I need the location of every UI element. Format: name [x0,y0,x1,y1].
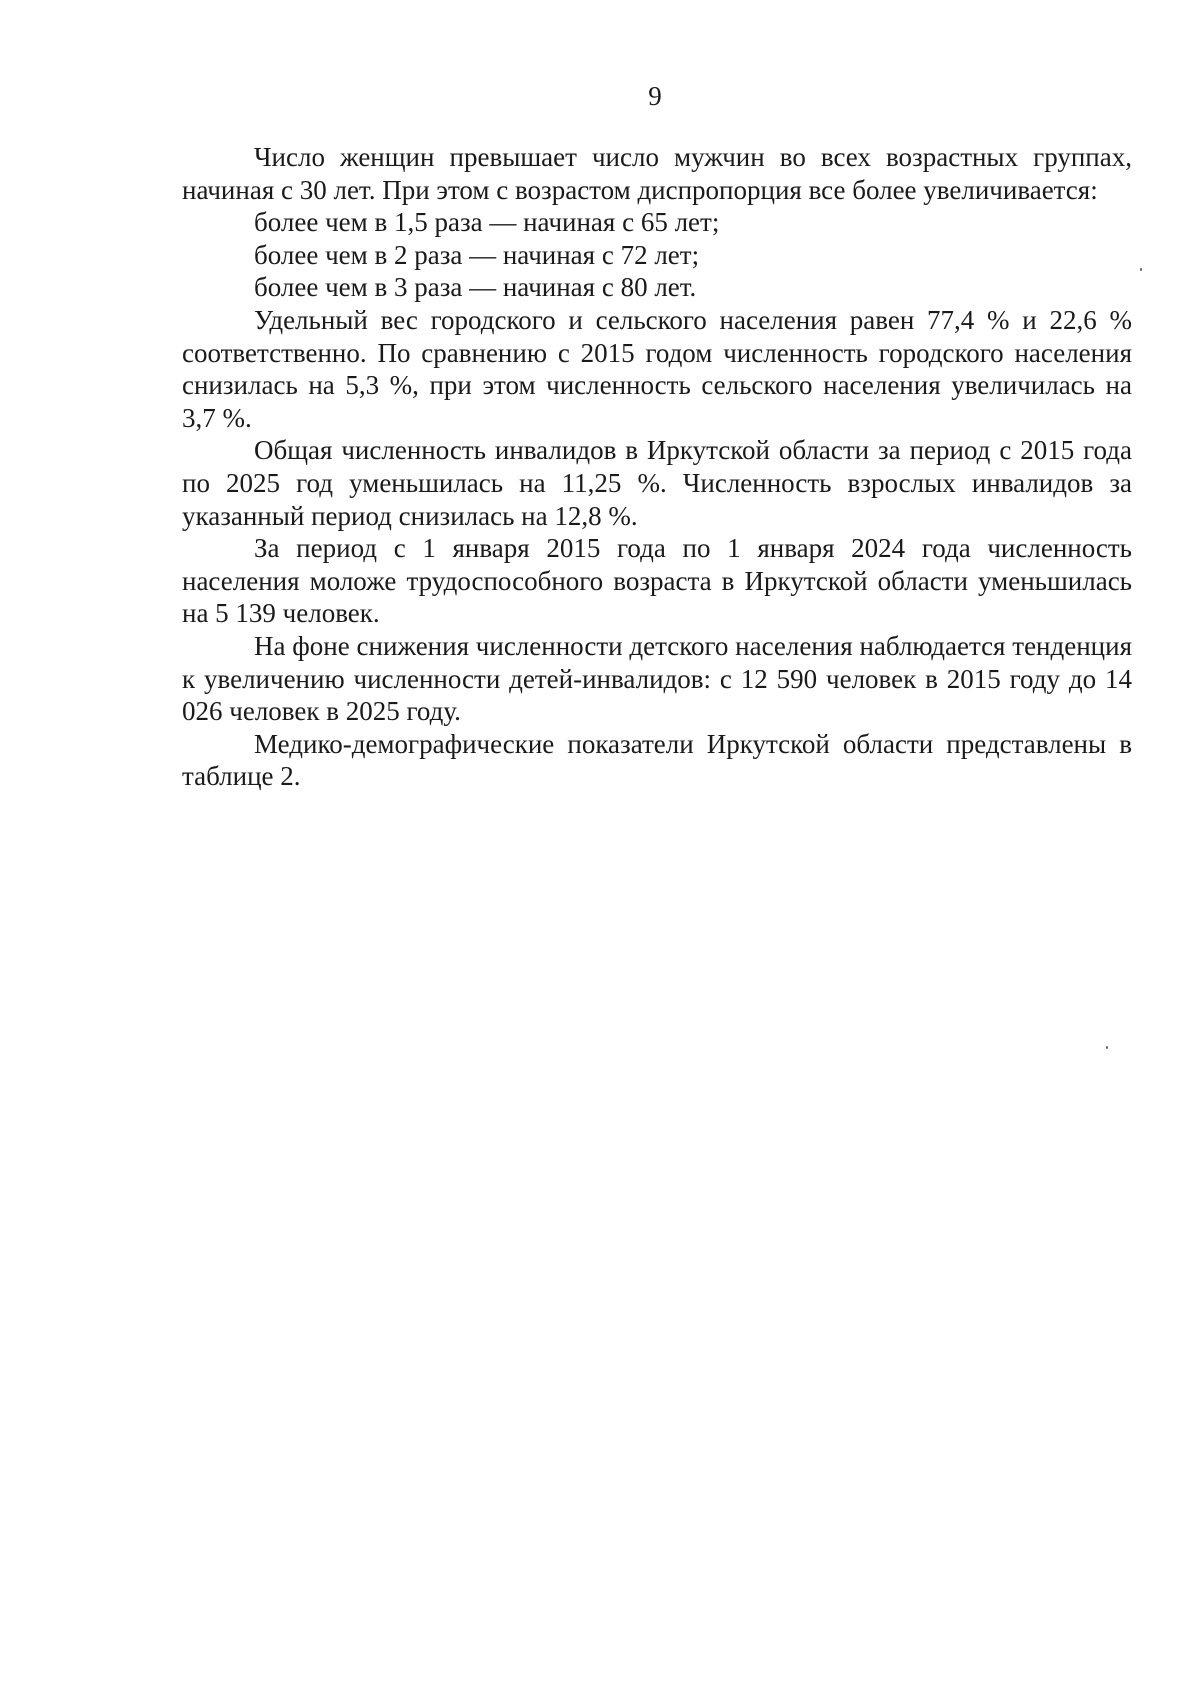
paragraph-table-reference: Медико-демографические показатели Иркутской области представлены в таблице 2. [182,728,1132,792]
page-number: 9 [648,81,662,111]
paragraph-gender-ratio: Число женщин превышает число мужчин во всех возрастных группах, начиная с 30 лет. При этом с возрастом диспропорция все более увеличивается: [182,142,1132,205]
list-item: более чем в 1,5 раза — начиная с 65 лет; [254,207,720,238]
paragraph-urban-rural: Удельный вес городского и сельского населения равен 77,4 % и 22,6 % соответственно. По сравнению с 2015 годом численность городского населения снизилась на 5,3 %, при этом численность сельского населения увеличилась на 3,7 %. [182,304,1132,433]
document-body [182,141,1132,793]
list-item: более чем в 2 раза — начиная с 72 лет; [254,239,700,270]
scan-speck [1140,268,1142,271]
paragraph-disabled-total: Общая численность инвалидов в Иркутской области за период с 2015 года по 2025 год уменьшилась на 11,25 %. Численность взрослых инвалидов за указанный период снизилась на 12,8 %. [182,435,1132,531]
scan-speck [1106,1046,1108,1049]
paragraph-young-population: За период с 1 января 2015 года по 1 января 2024 года численность населения моложе трудоспособного возраста в Иркутской области уменьшилась на 5 139 человек. [182,533,1132,629]
list-item: более чем в 3 раза — начиная с 80 лет. [254,272,697,303]
paragraph-disabled-children: На фоне снижения численности детского населения наблюдается тенденция к увеличению численности детей-инвалидов: с 12 590 человек в 2015 году до 14 026 человек в 2025 году. [182,630,1132,727]
